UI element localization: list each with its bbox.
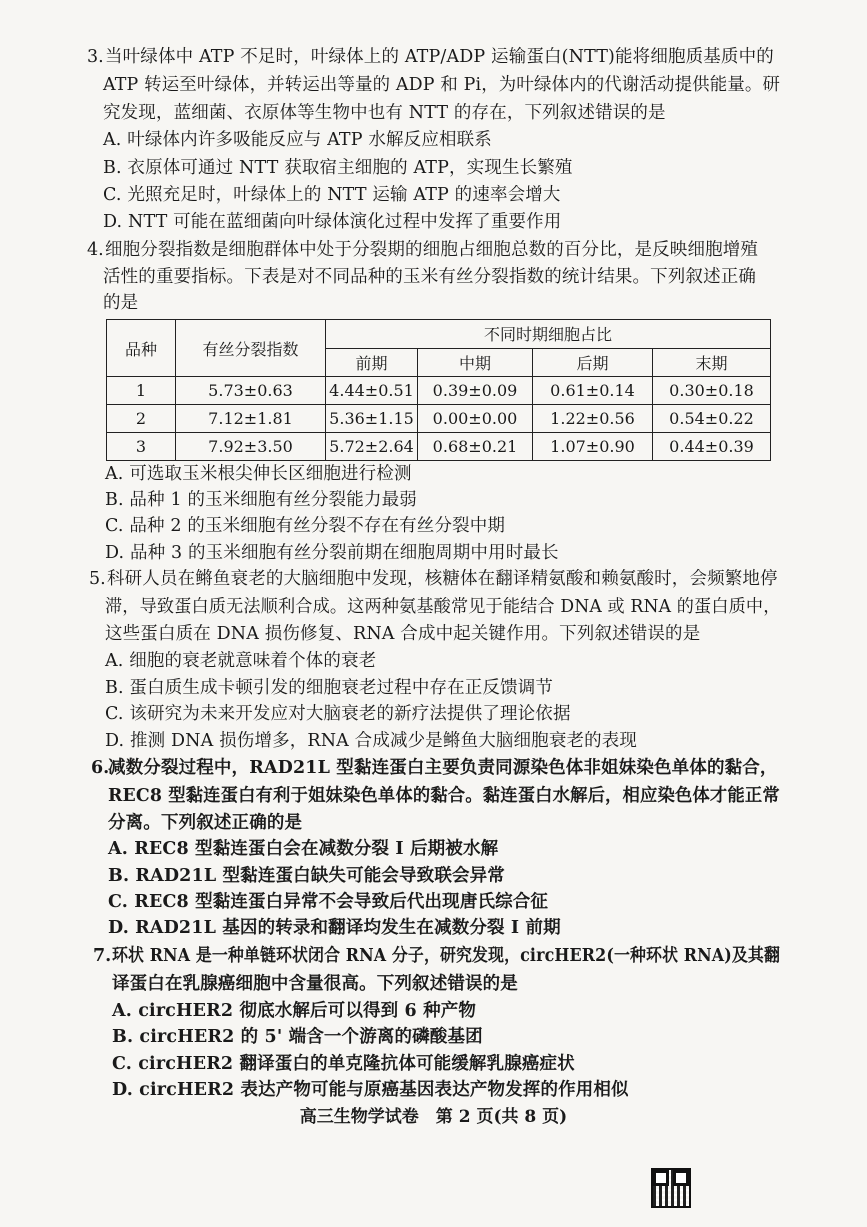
cell-value: 5.72±2.64: [326, 433, 418, 461]
question-stem-line: 科研人员在鳉鱼衰老的大脑细胞中发现，核糖体在翻译精氨酸和赖氨酸时，会频繁地停: [107, 569, 778, 589]
table-header-row: [107, 320, 771, 349]
option-a: A. REC8 型黏连蛋白会在减数分裂 I 后期被水解: [108, 839, 499, 859]
option-a: A. 叶绿体内许多吸能反应与 ATP 水解反应相联系: [103, 130, 492, 150]
question-stem-line: 的是: [103, 293, 139, 313]
question-stem-line: 分离。下列叙述正确的是: [108, 813, 303, 833]
mitosis-index-table: [106, 319, 771, 461]
cell-value: 0.39±0.09: [418, 377, 533, 405]
qr-code-icon: [651, 1168, 691, 1208]
option-b: B. RAD21L 型黏连蛋白缺失可能会导致联会异常: [108, 866, 505, 886]
option-b: B. 品种 1 的玉米细胞有丝分裂能力最弱: [105, 490, 417, 510]
question-stem-line: 减数分裂过程中，RAD21L 型黏连蛋白主要负责同源染色体非姐妹染色单体的黏合，: [108, 758, 778, 778]
question-stem-line: 细胞分裂指数是细胞群体中处于分裂期的细胞占细胞总数的百分比，是反映细胞增殖: [105, 240, 759, 260]
cell-value: 0.54±0.22: [653, 405, 771, 433]
table-row: [107, 377, 771, 405]
cell-index: 7.12±1.81: [176, 405, 326, 433]
cell-value: 5.36±1.15: [326, 405, 418, 433]
question-stem-line: ATP 转运至叶绿体，并转运出等量的 ADP 和 Pi，为叶绿体内的代谢活动提供能量。研: [103, 75, 781, 95]
cell-value: 1.22±0.56: [533, 405, 653, 433]
option-b: B. 蛋白质生成卡顿引发的细胞衰老过程中存在正反馈调节: [105, 678, 554, 698]
question-stem-line: 活性的重要指标。下表是对不同品种的玉米有丝分裂指数的统计结果。下列叙述正确: [103, 267, 757, 287]
option-c: C. 该研究为未来开发应对大脑衰老的新疗法提供了理论依据: [105, 704, 571, 724]
question-stem-line: 究发现，蓝细菌、衣原体等生物中也有 NTT 的存在，下列叙述错误的是: [103, 103, 666, 123]
option-d: D. NTT 可能在蓝细菌向叶绿体演化过程中发挥了重要作用: [103, 212, 562, 232]
option-a: A. circHER2 彻底水解后可以得到 6 种产物: [112, 1001, 477, 1021]
option-a: A. 可选取玉米根尖伸长区细胞进行检测: [105, 464, 412, 484]
question-number: 4.: [87, 240, 104, 260]
cell-variety: 2: [107, 405, 176, 433]
header-prophase: 前期: [326, 348, 418, 377]
option-d: D. 品种 3 的玉米细胞有丝分裂前期在细胞周期中用时最长: [105, 543, 559, 563]
header-anaphase: 后期: [533, 348, 653, 377]
option-a: A. 细胞的衰老就意味着个体的衰老: [105, 651, 377, 671]
cell-value: 4.44±0.51: [326, 377, 418, 405]
option-c: C. 品种 2 的玉米细胞有丝分裂不存在有丝分裂中期: [105, 516, 506, 536]
question-stem-line: 这些蛋白质在 DNA 损伤修复、RNA 合成中起关键作用。下列叙述错误的是: [105, 624, 701, 644]
option-d: D. 推测 DNA 损伤增多，RNA 合成减少是鳉鱼大脑细胞衰老的表现: [105, 731, 638, 751]
option-c: C. 光照充足时，叶绿体上的 NTT 运输 ATP 的速率会增大: [103, 185, 561, 205]
question-stem-line: 滞，导致蛋白质无法顺利合成。这两种氨基酸常见于能结合 DNA 或 RNA 的蛋白质中，: [105, 597, 781, 617]
cell-value: 1.07±0.90: [533, 433, 653, 461]
question-stem-line: REC8 型黏连蛋白有利于姐妹染色单体的黏合。黏连蛋白水解后，相应染色体才能正常: [108, 786, 780, 806]
question-number: 3.: [87, 47, 104, 67]
cell-variety: 3: [107, 433, 176, 461]
header-phase-group: 不同时期细胞占比: [326, 320, 771, 349]
question-stem-line: 环状 RNA 是一种单链环状闭合 RNA 分子，研究发现，circHER2(一种环状 RNA)及其翻: [112, 946, 780, 966]
cell-index: 7.92±3.50: [176, 433, 326, 461]
question-stem-line: 当叶绿体中 ATP 不足时，叶绿体上的 ATP/ADP 运输蛋白(NTT)能将细胞质基质中的: [105, 47, 774, 67]
question-number: 7.: [93, 946, 112, 966]
question-stem-line: 译蛋白在乳腺癌细胞中含量很高。下列叙述错误的是: [112, 974, 518, 994]
header-variety: 品种: [107, 320, 176, 377]
header-telophase: 末期: [653, 348, 771, 377]
question-number: 5.: [89, 569, 106, 589]
table-row: [107, 433, 771, 461]
cell-index: 5.73±0.63: [176, 377, 326, 405]
cell-value: 0.30±0.18: [653, 377, 771, 405]
cell-value: 0.00±0.00: [418, 405, 533, 433]
table-row: [107, 405, 771, 433]
option-b: B. 衣原体可通过 NTT 获取宿主细胞的 ATP，实现生长繁殖: [103, 158, 573, 178]
option-d: D. circHER2 表达产物可能与原癌基因表达产物发挥的作用相似: [112, 1080, 629, 1100]
option-b: B. circHER2 的 5' 端含一个游离的磷酸基团: [112, 1027, 483, 1047]
header-mitotic-index: 有丝分裂指数: [176, 320, 326, 377]
header-metaphase: 中期: [418, 348, 533, 377]
cell-value: 0.44±0.39: [653, 433, 771, 461]
option-d: D. RAD21L 基因的转录和翻译均发生在减数分裂 I 前期: [108, 918, 561, 938]
cell-value: 0.61±0.14: [533, 377, 653, 405]
cell-variety: 1: [107, 377, 176, 405]
option-c: C. circHER2 翻译蛋白的单克隆抗体可能缓解乳腺癌症状: [112, 1054, 575, 1074]
page-footer: 高三生物学试卷 第 2 页(共 8 页): [299, 1107, 568, 1127]
option-c: C. REC8 型黏连蛋白异常不会导致后代出现唐氏综合征: [108, 892, 549, 912]
cell-value: 0.68±0.21: [418, 433, 533, 461]
question-number: 6.: [91, 758, 110, 778]
